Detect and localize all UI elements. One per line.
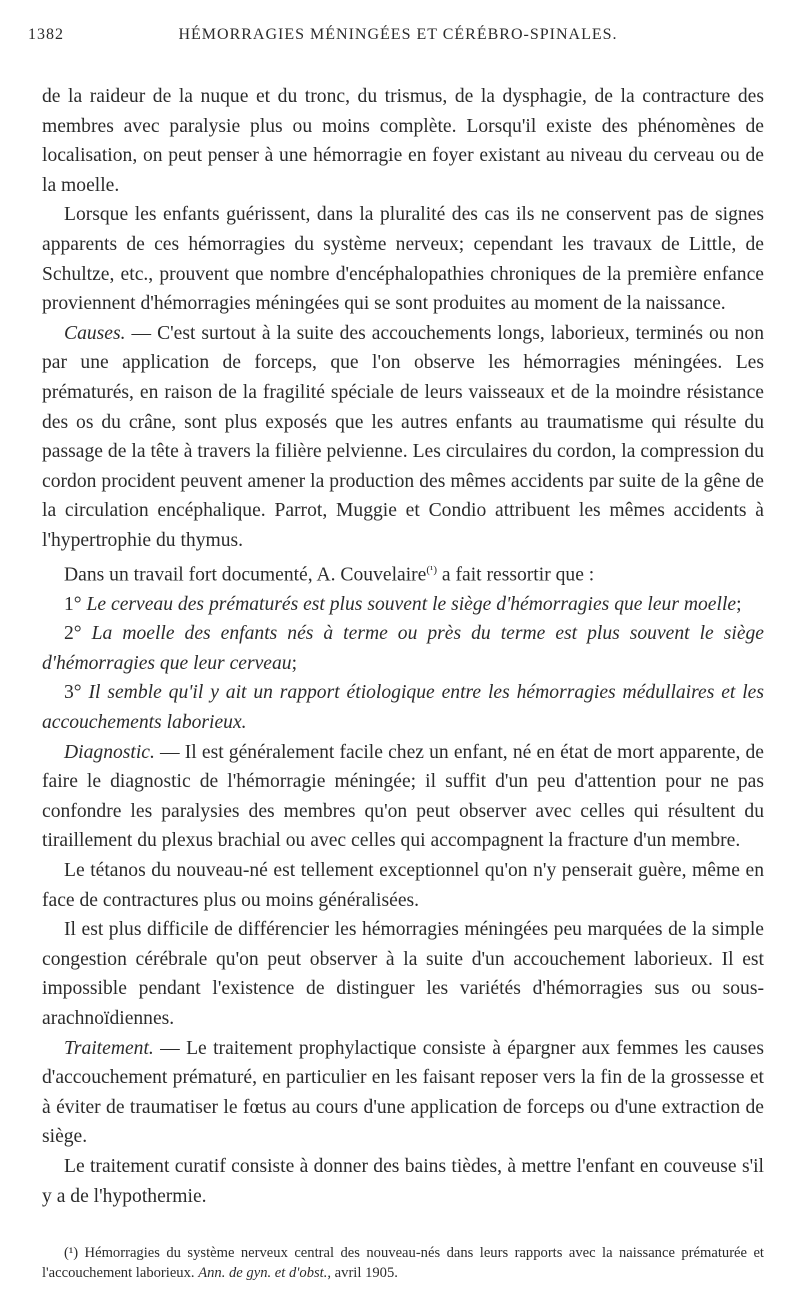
- section-heading: Traitement.: [64, 1037, 154, 1059]
- paragraph: Le traitement curatif consiste à donner des bains tièdes, à mettre l'enfant en couveuse s'il y a de l'hypothermie.: [42, 1155, 764, 1207]
- footnote-reference: (¹): [426, 563, 438, 576]
- list-punct: ;: [736, 593, 742, 615]
- running-title: HÉMORRAGIES MÉNINGÉES ET CÉRÉBRO-SPINALES.: [178, 26, 618, 43]
- footnote-source: Ann. de gyn. et d'obst.: [198, 1265, 328, 1281]
- list-text: Il semble qu'il y ait un rapport étiologique entre les hémorragies médullaires et les accouchements laborieux.: [42, 682, 765, 733]
- paragraph-text: — Il est généralement facile chez un enfant, né en état de mort apparente, de faire le diagnostic de l'hémorragie méningée; il suffit d'un peu d'attention pour ne pas confondre les paralysies des membres qu'on peut observer avec celles qui résultent du tiraillement du plexus brachial ou avec celles qui accompagnent la fracture d'un membre.: [42, 741, 764, 852]
- footnote-marker: (¹): [64, 1245, 79, 1261]
- list-text: La moelle des enfants nés à terme ou près du terme est plus souvent le siège d'hémorragies que leur cerveau: [42, 623, 765, 674]
- paragraph: de la raideur de la nuque et du tronc, du trismus, de la dysphagie, de la contracture des membres avec paralysie plus ou moins complète. Lorsqu'il existe des phénomènes de localisation, on peut penser à une hémorragie en foyer existant au niveau du cerveau ou de la moelle.: [42, 86, 764, 196]
- list-punct: ;: [291, 652, 298, 674]
- page-number: 1382: [28, 26, 64, 43]
- list-item: [42, 619, 764, 678]
- paragraph-text: — C'est surtout à la suite des accouchements longs, laborieux, terminés ou non par une application de forceps, que l'on observe les hémorragies méningées. Les prématurés, en raison de la fragilité spéciale de leurs vaisseaux et de la moindre résistance des os du crâne, sont plus exposés que les autres enfants au traumatisme qui résulte du passage de la tête à travers la filière pelvienne. Les circulaires du cordon, la compression du cordon procident peuvent amener la production des mêmes accidents par suite de la gêne de la circulation encéphalique. Parrot, Muggie et Condio attribuent les mêmes accidents à l'hypertrophie du thymus.: [42, 322, 764, 551]
- paragraph: Le tétanos du nouveau-né est tellement exceptionnel qu'on n'y penserait guère, même en face de contractures plus ou moins généralisées.: [42, 859, 764, 911]
- body-text: [42, 82, 764, 1211]
- paragraph-text: Dans un travail fort documenté, A. Couvelaire: [64, 564, 427, 586]
- section-heading: Causes.: [64, 322, 126, 344]
- paragraph-text: a fait ressortir que :: [437, 564, 595, 586]
- section-heading: Diagnostic.: [64, 741, 155, 763]
- paragraph-diagnostic: [42, 738, 764, 856]
- paragraph-traitement: [42, 1034, 764, 1152]
- paragraph: [42, 556, 764, 590]
- list-number: 2°: [64, 623, 92, 645]
- list-item: [42, 590, 764, 620]
- footnote-date: , avril 1905.: [327, 1265, 398, 1281]
- list-number: 3°: [64, 682, 89, 704]
- list-number: 1°: [64, 593, 87, 615]
- paragraph: Lorsque les enfants guérissent, dans la pluralité des cas ils ne conservent pas de signes apparents de ces hémorragies du système nerveux; cependant les travaux de Little, de Schultze, etc., prouvent que nombre d'encéphalopathies chroniques de la première enfance proviennent d'hémorragies méningées qui se sont produites au moment de la naissance.: [42, 204, 764, 315]
- footnote-text: Hémorragies du système nerveux central des nouveau-nés dans leurs rapports avec la naissance prématurée et l'accouchement laborieux.: [42, 1245, 764, 1281]
- paragraph-text: — Le traitement prophylactique consiste à épargner aux femmes les causes d'accouchement prématuré, en particulier en les faisant reposer vers la fin de la grossesse et à éviter de traumatiser le fœtus au cours d'une application de forceps ou d'une extraction de siège.: [42, 1037, 764, 1148]
- paragraph-causes: [42, 319, 764, 556]
- list-item: [42, 678, 764, 737]
- list-text: Le cerveau des prématurés est plus souvent le siège d'hémorragies que leur moelle: [86, 593, 737, 615]
- footnote: [42, 1243, 764, 1283]
- paragraph: Il est plus difficile de différencier les hémorragies méningées peu marquées de la simple congestion cérébrale qu'on peut observer à la suite d'un accouchement laborieux. Il est impossible pendant l'existence de distinguer les variétés d'hémorragies sus ou sous-arachnoïdiennes.: [42, 919, 764, 1029]
